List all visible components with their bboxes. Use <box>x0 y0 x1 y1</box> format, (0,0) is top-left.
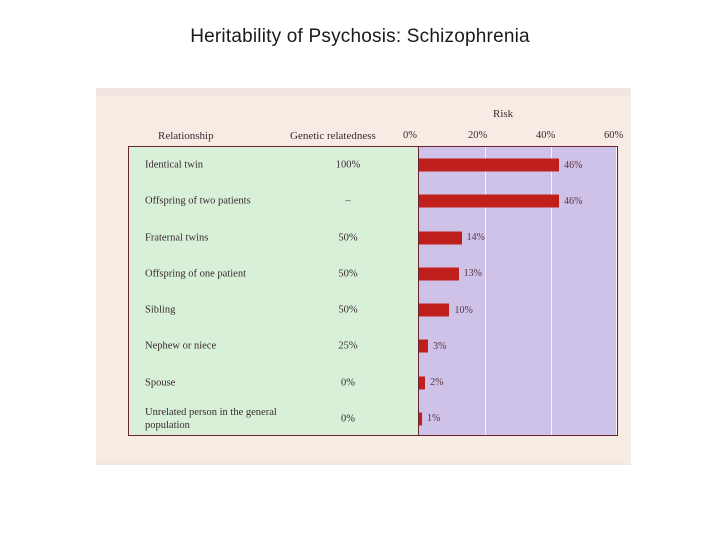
bar-value-label: 3% <box>433 340 447 352</box>
table-row <box>129 401 617 437</box>
row-label-relationship: Nephew or niece <box>145 340 217 352</box>
bar <box>419 195 559 208</box>
bar-track <box>418 195 615 208</box>
bar-value-label: 1% <box>427 413 441 425</box>
bar <box>419 267 459 280</box>
column-header-risk: Risk <box>493 108 514 120</box>
bar-value-label: 2% <box>430 377 444 389</box>
table-row <box>129 220 617 256</box>
row-value-genetic-relatedness: 100% <box>335 159 361 171</box>
row-label-relationship: Unrelated person in the general population <box>145 406 277 431</box>
chart-inner <box>108 102 624 450</box>
table-row <box>129 365 617 401</box>
table-row <box>129 328 617 364</box>
bar-track <box>418 376 615 389</box>
bar-value-label: 13% <box>463 268 482 280</box>
row-value-genetic-relatedness: – <box>345 195 351 207</box>
row-value-genetic-relatedness: 50% <box>338 268 358 280</box>
axis-tick-0: 0% <box>403 130 417 141</box>
page-title: Heritability of Psychosis: Schizophrenia <box>190 26 530 47</box>
bar-track <box>418 231 615 244</box>
row-label-relationship: Offspring of one patient <box>145 268 246 280</box>
row-value-genetic-relatedness: 25% <box>338 340 358 352</box>
chart-plot <box>128 146 618 436</box>
bar <box>419 231 462 244</box>
bar-track <box>418 267 615 280</box>
bar-value-label: 46% <box>564 159 583 171</box>
row-label-relationship: Offspring of two patients <box>145 195 251 207</box>
chart-figure <box>96 96 631 463</box>
axis-tick-20: 20% <box>468 130 488 141</box>
bar-track <box>418 159 615 172</box>
row-label-relationship: Fraternal twins <box>145 232 209 244</box>
bar-track <box>418 304 615 317</box>
row-value-genetic-relatedness: 50% <box>338 232 358 244</box>
bar <box>419 159 559 172</box>
bar-value-label: 14% <box>466 232 485 244</box>
row-value-genetic-relatedness: 0% <box>341 413 355 425</box>
row-label-relationship: Identical twin <box>145 159 204 171</box>
table-row <box>129 183 617 219</box>
table-row <box>129 147 617 183</box>
table-row <box>129 256 617 292</box>
table-row <box>129 292 617 328</box>
axis-tick-40: 40% <box>536 130 556 141</box>
bar-value-label: 10% <box>454 304 473 316</box>
bar <box>419 412 422 425</box>
row-label-relationship: Spouse <box>145 377 176 389</box>
axis-tick-60: 60% <box>604 130 624 141</box>
row-label-relationship: Sibling <box>145 304 176 316</box>
bar <box>419 340 428 353</box>
bar <box>419 376 425 389</box>
bar <box>419 304 449 317</box>
column-header-genetic-relatedness: Genetic relatedness <box>290 130 376 142</box>
column-header-relationship: Relationship <box>158 130 214 142</box>
row-value-genetic-relatedness: 50% <box>338 304 358 316</box>
bar-track <box>418 340 615 353</box>
chart-rows <box>129 147 617 435</box>
bar-track <box>418 412 615 425</box>
row-value-genetic-relatedness: 0% <box>341 377 355 389</box>
bar-value-label: 46% <box>564 195 583 207</box>
